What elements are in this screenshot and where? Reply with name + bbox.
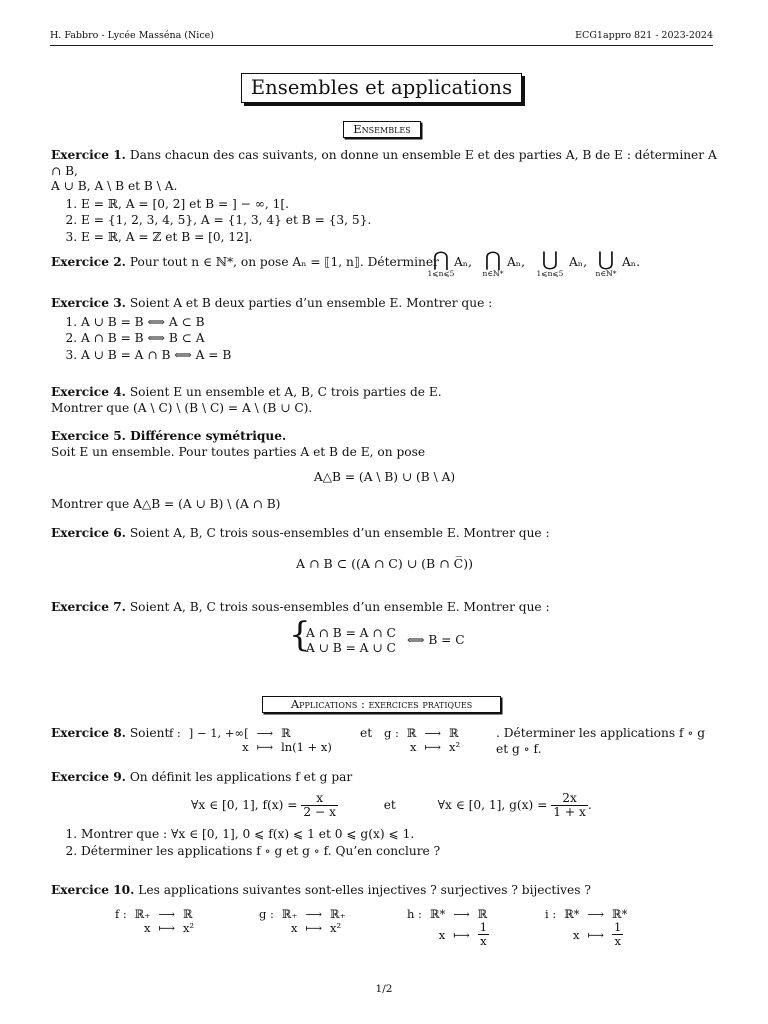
exercise-text-cont: . Déterminer les applications f ∘ g et g ∘ f. xyxy=(496,726,706,756)
header-right: ECG1appro 821 - 2023-2024 xyxy=(575,30,713,41)
g-fraction: $\frac{2x}{1 + x}$ xyxy=(553,791,586,819)
exercise-text: Soient A, B, C trois sous-ensembles d’un ensemble E. Montrer que : xyxy=(129,526,550,540)
op-term: Aₙ. xyxy=(622,255,640,269)
exercise-text: Soient A et B deux parties d’un ensemble E. Montrer que : xyxy=(129,296,493,310)
system-line: A ∩ B = A ∩ C xyxy=(306,626,396,640)
f-fraction: $\frac{x}{2 - x}$ xyxy=(303,791,336,819)
exercise-4 xyxy=(51,385,718,416)
exercise-6 xyxy=(51,526,718,586)
exercise-10 xyxy=(51,883,718,955)
exercise-label: Exercice 3. xyxy=(51,296,126,310)
exercise-text-cont: A ∪ B, A \ B et B \ A. xyxy=(51,179,178,194)
exercise-label: Exercice 1. xyxy=(51,148,126,162)
exercise-8 xyxy=(51,726,718,758)
map-g: g : ℝ ⟶ ℝ x ⟼ x² xyxy=(384,726,461,754)
equation-system xyxy=(306,626,396,656)
conclusion: ⟺ B = C xyxy=(407,633,465,647)
union-operator: ⋃ n∈ℕ* xyxy=(595,247,617,278)
exercise-text: Pour tout n ∈ ℕ*, on pose Aₙ = ⟦1, n⟧. Déterminer xyxy=(129,255,439,269)
exercise-label: Exercice 9. xyxy=(51,770,126,784)
op-term: Aₙ, xyxy=(569,255,587,269)
header-rule xyxy=(50,45,713,46)
exercise-text: Les applications suivantes sont-elles injectives ? surjectives ? bijectives ? xyxy=(138,883,591,897)
g-definition: ∀x ∈ [0, 1], g(x) = xyxy=(437,798,548,812)
op-term: Aₙ, xyxy=(507,255,525,269)
exercise-text-cont: Montrer que A△B = (A ∪ B) \ (A ∩ B) xyxy=(51,497,281,511)
map-h: h : ℝ* ⟶ ℝ x ⟼ $\frac{1}{x}$ xyxy=(407,907,488,948)
section-applications: Applications : exercices pratiques xyxy=(262,696,501,713)
exercise-text: Soit E un ensemble. Pour toutes parties A et B de E, on pose xyxy=(51,444,426,459)
exercise-label: Exercice 8. xyxy=(51,726,126,740)
exercise-label: Exercice 10. xyxy=(51,883,135,897)
intersection-operator: ⋂ n∈ℕ* xyxy=(482,247,504,278)
list-item: 2. E = {1, 2, 3, 4, 5}, A = {1, 3, 4} et B = {3, 5}. xyxy=(81,213,718,229)
exercise-label: Exercice 7. xyxy=(51,600,126,614)
conjunction: et xyxy=(360,726,373,740)
exercise-text-cont: Montrer que (A \ C) \ (B \ C) = A \ (B ∪ C). xyxy=(51,400,313,415)
map-g: g : ℝ₊ ⟶ ℝ₊ x ⟼ x² xyxy=(259,907,346,935)
exercise-text: On définit les applications f et g par xyxy=(129,770,353,784)
exercise-text: Dans chacun des cas suivants, on donne un ensemble E et des parties A, B de E : déterminer A ∩ B, xyxy=(51,148,717,178)
exercise-2 xyxy=(51,247,718,285)
union-operator: ⋃ 1⩽n⩽5 xyxy=(536,247,564,278)
list-item: 1. A ∪ B = B ⟺ A ⊂ B xyxy=(81,315,718,331)
list-item: 2. A ∩ B = B ⟺ B ⊂ A xyxy=(81,331,718,347)
header-left: H. Fabbro - Lycée Masséna (Nice) xyxy=(50,30,214,41)
intersection-operator: ⋂ 1⩽n⩽5 xyxy=(427,247,455,278)
section-ensembles: Ensembles xyxy=(343,121,421,138)
list-item: 2. Déterminer les applications f ∘ g et g ∘ f. Qu’en conclure ? xyxy=(81,844,718,860)
list-item: 1. E = ℝ, A = [0, 2] et B = ] − ∞, 1[. xyxy=(81,197,718,213)
page-number: 1/2 xyxy=(375,983,393,995)
exercise-label: Exercice 4. xyxy=(51,385,126,399)
map-f: f : ℝ₊ ⟶ ℝ x ⟼ x² xyxy=(115,907,195,935)
conjunction: et xyxy=(383,798,396,812)
h-fraction: $\frac{1}{x}$ xyxy=(479,920,488,948)
page-header xyxy=(50,30,713,44)
exercise-label: Exercice 2. xyxy=(51,255,126,269)
formula: A ∩ B ⊂ ((A ∩ C) ∪ (B ∩ C̅)) xyxy=(296,556,473,571)
op-term: Aₙ, xyxy=(454,255,472,269)
function-definitions: ∀x ∈ [0, 1], f(x) = $\frac{x}{2 - x}$ et ∀x ∈ [0, 1], g(x) = $\frac{2x}{1 + x}$ . xyxy=(191,791,592,819)
f-definition: ∀x ∈ [0, 1], f(x) = xyxy=(191,798,298,812)
exercise-text: Soient E un ensemble et A, B, C trois parties de E. xyxy=(129,385,442,399)
exercise-label: Exercice 6. xyxy=(51,526,126,540)
exercise-text: Soient A, B, C trois sous-ensembles d’un ensemble E. Montrer que : xyxy=(129,600,550,614)
i-fraction: $\frac{1}{x}$ xyxy=(614,920,622,948)
exercise-1 xyxy=(51,148,718,247)
exercise-label: Exercice 5. Différence symétrique. xyxy=(51,429,287,443)
exercise-5 xyxy=(51,429,718,515)
list-item: 3. A ∪ B = A ∩ B ⟺ A = B xyxy=(81,348,718,364)
map-f: f : ] − 1, +∞[ ⟶ ℝ x ⟼ ln(1 + x) xyxy=(169,726,332,754)
exercise-text: Soient xyxy=(129,726,170,740)
exercise-3 xyxy=(51,296,718,364)
exercise-7: Exercice 7. Soient A, B, C trois sous-ensembles d’un ensemble E. Montrer que : { A ∩ B = A ∩ C A ∪ B = A ∪ C ⟺ B = C xyxy=(51,600,550,655)
system-line: A ∪ B = A ∪ C xyxy=(306,641,396,655)
map-i: i : ℝ* ⟶ ℝ* x ⟼ $\frac{1}{x}$ xyxy=(545,907,628,948)
list-item: 3. E = ℝ, A = ℤ et B = [0, 12]. xyxy=(81,230,718,246)
formula: A△B = (A \ B) ∪ (B \ A) xyxy=(313,470,456,484)
list-item: 1. Montrer que : ∀x ∈ [0, 1], 0 ⩽ f(x) ⩽ 1 et 0 ⩽ g(x) ⩽ 1. xyxy=(81,827,718,843)
page-title: Ensembles et applications xyxy=(241,73,522,103)
exercise-9 xyxy=(51,770,718,862)
